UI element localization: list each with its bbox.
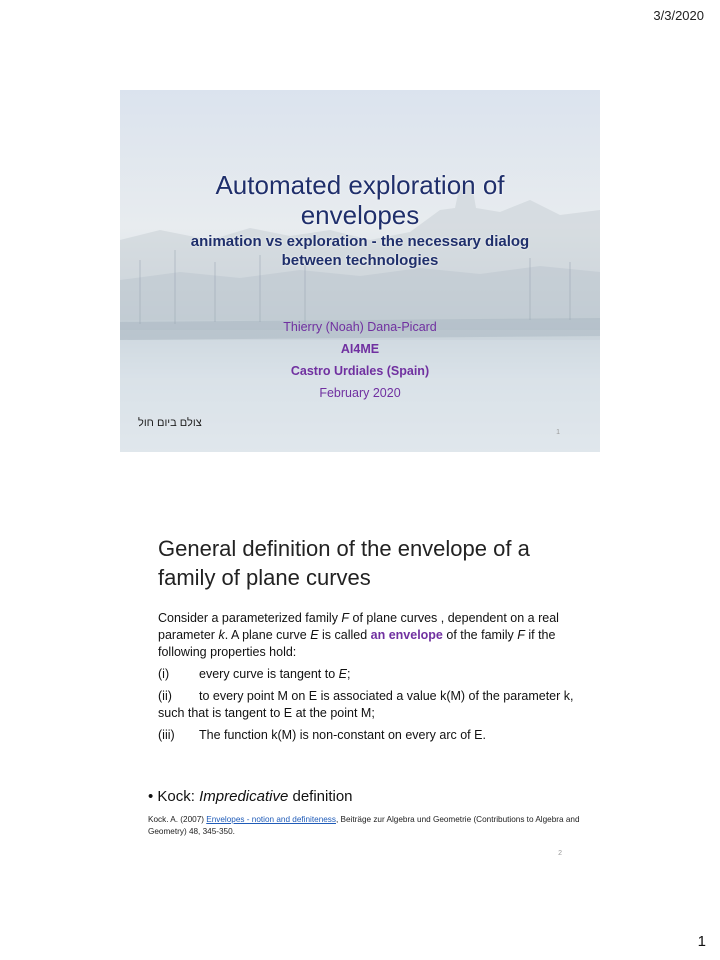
title-line-2: envelopes bbox=[300, 200, 420, 230]
reference-link[interactable]: Envelopes - notion and definiteness bbox=[206, 815, 336, 824]
intro-text: of plane curves , dependent on a real parameter bbox=[158, 611, 559, 642]
subtitle-line-1: animation vs exploration - the necessary dialog bbox=[190, 233, 530, 250]
intro-var-k: k bbox=[218, 628, 225, 642]
slide1-title bbox=[120, 170, 600, 230]
property-item-1 bbox=[158, 666, 578, 683]
conference-name: AI4ME bbox=[340, 342, 380, 356]
slide1-number: 1 bbox=[556, 429, 560, 436]
kock-bullet: • Kock: Impredicative definition bbox=[148, 788, 353, 805]
subtitle-line-2: between technologies bbox=[281, 252, 439, 269]
envelope-term: an envelope bbox=[370, 628, 443, 642]
conference-location: Castro Urdiales (Spain) bbox=[290, 364, 430, 378]
property-item-3 bbox=[158, 727, 578, 744]
bullet-text: Kock: bbox=[157, 788, 200, 805]
property-label: (iii) bbox=[158, 728, 175, 742]
property-label: (i) bbox=[158, 667, 170, 681]
reference bbox=[148, 814, 588, 838]
intro-var-E: E bbox=[310, 628, 319, 642]
intro-text: Consider a parameterized family bbox=[158, 611, 342, 625]
slide1-details bbox=[120, 316, 600, 404]
reference-journal: , Beiträge zur Algebra und Geometrie (Contributions to Algebra and Geometry) 48, 345-350. bbox=[148, 815, 580, 836]
reference-author: Kock. A. (2007) bbox=[148, 815, 207, 824]
intro-var-F: F bbox=[517, 628, 525, 642]
property-text: every curve is tangent to bbox=[199, 667, 339, 681]
presentation-date: February 2020 bbox=[319, 386, 401, 400]
title-line-1: Automated exploration of bbox=[215, 170, 505, 200]
intro-text: of the family bbox=[442, 628, 518, 642]
author-name: Thierry (Noah) Dana-Picard bbox=[283, 320, 437, 334]
property-text: to every point M on E is associated a value k(M) of the parameter k, such that is tangent to E at the point M; bbox=[158, 689, 574, 720]
intro-var-F: F bbox=[341, 611, 350, 625]
page-number: 1 bbox=[697, 933, 706, 950]
slide2-number: 2 bbox=[558, 850, 562, 857]
slide2-title: General definition of the envelope of a family of plane curves bbox=[158, 536, 530, 590]
slide1-subtitle bbox=[180, 232, 540, 270]
bullet-italic: Impredicative bbox=[199, 788, 289, 805]
header-date: 3/3/2020 bbox=[653, 8, 704, 23]
property-label: (ii) bbox=[158, 689, 172, 703]
intro-text: is called bbox=[318, 628, 371, 642]
intro-text: . A plane curve bbox=[224, 628, 311, 642]
property-text: The function k(M) is non-constant on every arc of E. bbox=[199, 728, 486, 742]
intro-text: if the following properties hold: bbox=[158, 628, 556, 659]
photo-credit: צולם ביום חול bbox=[138, 417, 202, 429]
property-text: ; bbox=[347, 667, 351, 681]
definition-intro bbox=[158, 610, 578, 661]
property-var-E: E bbox=[338, 667, 347, 681]
definition-slide bbox=[120, 510, 600, 872]
bullet-text: definition bbox=[288, 788, 353, 805]
property-item-2 bbox=[158, 688, 578, 722]
title-slide bbox=[120, 90, 600, 452]
definition-body bbox=[158, 610, 578, 749]
